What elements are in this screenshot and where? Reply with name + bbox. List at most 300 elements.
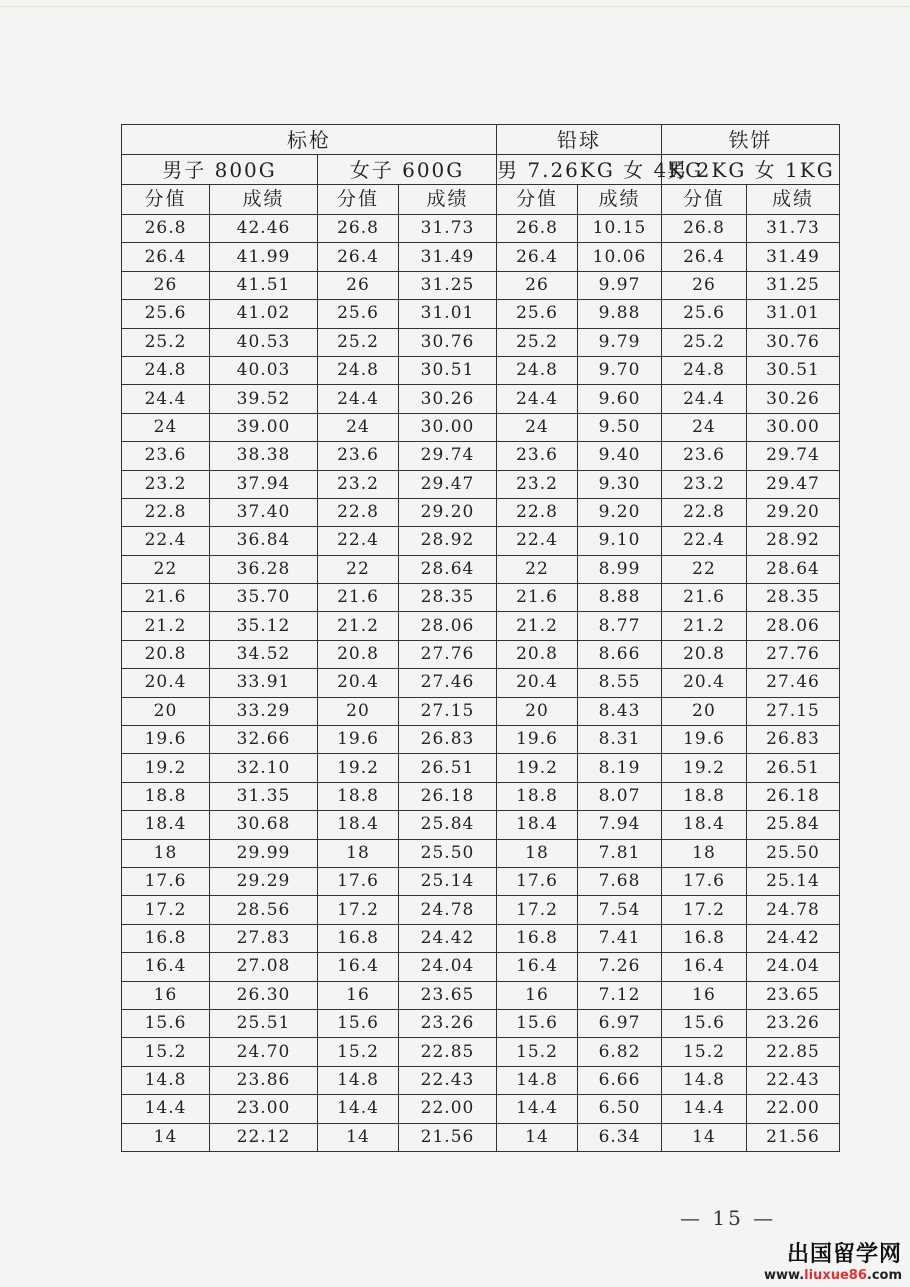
cell-javelin-women-score: 17.2 bbox=[318, 896, 399, 924]
cell-discus-score: 23.6 bbox=[662, 442, 747, 470]
cell-javelin-women-result: 26.83 bbox=[399, 726, 497, 754]
table-row bbox=[122, 470, 840, 498]
cell-javelin-women-score: 26.8 bbox=[318, 215, 399, 243]
cell-shot-put-score: 14.8 bbox=[497, 1066, 578, 1094]
cell-shot-put-score: 15.6 bbox=[497, 1009, 578, 1037]
cell-shot-put-result: 8.88 bbox=[578, 584, 662, 612]
cell-shot-put-result: 9.70 bbox=[578, 356, 662, 384]
cell-javelin-women-score: 23.2 bbox=[318, 470, 399, 498]
cell-javelin-men-result: 23.00 bbox=[210, 1095, 318, 1123]
cell-shot-put-score: 22 bbox=[497, 555, 578, 583]
cell-javelin-women-score: 20.8 bbox=[318, 640, 399, 668]
table-row bbox=[122, 356, 840, 384]
cell-discus-result: 25.14 bbox=[747, 867, 840, 895]
cell-discus-score: 17.6 bbox=[662, 867, 747, 895]
cell-discus-result: 29.74 bbox=[747, 442, 840, 470]
column-score: 分值 bbox=[318, 185, 399, 215]
cell-shot-put-result: 6.82 bbox=[578, 1038, 662, 1066]
cell-javelin-men-score: 15.6 bbox=[122, 1009, 210, 1037]
cell-discus-result: 26.51 bbox=[747, 754, 840, 782]
cell-shot-put-result: 6.97 bbox=[578, 1009, 662, 1037]
cell-javelin-men-result: 28.56 bbox=[210, 896, 318, 924]
cell-javelin-women-score: 18.4 bbox=[318, 811, 399, 839]
cell-discus-result: 31.25 bbox=[747, 271, 840, 299]
cell-discus-result: 21.56 bbox=[747, 1123, 840, 1151]
cell-shot-put-result: 9.20 bbox=[578, 498, 662, 526]
cell-javelin-men-score: 15.2 bbox=[122, 1038, 210, 1066]
cell-discus-score: 20.4 bbox=[662, 669, 747, 697]
column-result: 成绩 bbox=[399, 185, 497, 215]
cell-discus-result: 24.78 bbox=[747, 896, 840, 924]
cell-discus-score: 26.4 bbox=[662, 243, 747, 271]
cell-shot-put-score: 21.6 bbox=[497, 584, 578, 612]
cell-discus-score: 16 bbox=[662, 981, 747, 1009]
score-table bbox=[121, 124, 840, 1152]
cell-javelin-women-score: 19.2 bbox=[318, 754, 399, 782]
cell-shot-put-result: 8.55 bbox=[578, 669, 662, 697]
cell-javelin-women-result: 31.25 bbox=[399, 271, 497, 299]
cell-javelin-women-score: 24.8 bbox=[318, 356, 399, 384]
cell-discus-result: 30.26 bbox=[747, 385, 840, 413]
table-row bbox=[122, 896, 840, 924]
cell-shot-put-score: 19.2 bbox=[497, 754, 578, 782]
cell-shot-put-result: 7.54 bbox=[578, 896, 662, 924]
cell-discus-score: 23.2 bbox=[662, 470, 747, 498]
cell-shot-put-result: 9.97 bbox=[578, 271, 662, 299]
cell-discus-score: 14 bbox=[662, 1123, 747, 1151]
cell-discus-score: 15.2 bbox=[662, 1038, 747, 1066]
cell-discus-result: 23.26 bbox=[747, 1009, 840, 1037]
cell-discus-score: 24.4 bbox=[662, 385, 747, 413]
cell-shot-put-score: 21.2 bbox=[497, 612, 578, 640]
cell-javelin-men-score: 22.4 bbox=[122, 527, 210, 555]
watermark-url bbox=[764, 1268, 902, 1283]
cell-javelin-men-score: 14 bbox=[122, 1123, 210, 1151]
cell-javelin-women-score: 26 bbox=[318, 271, 399, 299]
cell-discus-score: 26 bbox=[662, 271, 747, 299]
cell-javelin-men-score: 18.8 bbox=[122, 782, 210, 810]
cell-javelin-men-result: 36.28 bbox=[210, 555, 318, 583]
cell-discus-score: 22.4 bbox=[662, 527, 747, 555]
table-body bbox=[122, 215, 840, 1152]
cell-shot-put-result: 8.77 bbox=[578, 612, 662, 640]
cell-javelin-women-result: 26.18 bbox=[399, 782, 497, 810]
table-row bbox=[122, 640, 840, 668]
cell-javelin-men-score: 16.4 bbox=[122, 953, 210, 981]
cell-javelin-men-result: 38.38 bbox=[210, 442, 318, 470]
column-result: 成绩 bbox=[747, 185, 840, 215]
cell-javelin-women-result: 25.84 bbox=[399, 811, 497, 839]
cell-discus-result: 25.50 bbox=[747, 839, 840, 867]
cell-javelin-men-result: 23.86 bbox=[210, 1066, 318, 1094]
table-row bbox=[122, 1095, 840, 1123]
column-score: 分值 bbox=[662, 185, 747, 215]
table-row bbox=[122, 782, 840, 810]
table-row bbox=[122, 811, 840, 839]
event-row bbox=[122, 125, 840, 155]
cell-shot-put-score: 14.4 bbox=[497, 1095, 578, 1123]
cell-javelin-men-result: 24.70 bbox=[210, 1038, 318, 1066]
cell-discus-score: 14.4 bbox=[662, 1095, 747, 1123]
cell-javelin-men-score: 23.2 bbox=[122, 470, 210, 498]
cell-shot-put-score: 24 bbox=[497, 413, 578, 441]
cell-shot-put-result: 8.31 bbox=[578, 726, 662, 754]
cell-javelin-men-result: 31.35 bbox=[210, 782, 318, 810]
cell-shot-put-score: 25.6 bbox=[497, 300, 578, 328]
cell-shot-put-result: 6.34 bbox=[578, 1123, 662, 1151]
cell-discus-score: 25.6 bbox=[662, 300, 747, 328]
cell-javelin-women-result: 27.15 bbox=[399, 697, 497, 725]
table-row bbox=[122, 385, 840, 413]
cell-discus-result: 27.15 bbox=[747, 697, 840, 725]
cell-discus-result: 31.73 bbox=[747, 215, 840, 243]
cell-discus-score: 18.4 bbox=[662, 811, 747, 839]
cell-discus-result: 28.64 bbox=[747, 555, 840, 583]
cell-javelin-men-result: 40.53 bbox=[210, 328, 318, 356]
cell-javelin-men-result: 29.29 bbox=[210, 867, 318, 895]
table-row bbox=[122, 924, 840, 952]
cell-javelin-men-result: 25.51 bbox=[210, 1009, 318, 1037]
table-row bbox=[122, 498, 840, 526]
cell-javelin-women-score: 15.6 bbox=[318, 1009, 399, 1037]
table-row bbox=[122, 981, 840, 1009]
cell-discus-score: 25.2 bbox=[662, 328, 747, 356]
cell-javelin-women-score: 17.6 bbox=[318, 867, 399, 895]
cell-javelin-women-result: 28.92 bbox=[399, 527, 497, 555]
cell-shot-put-result: 7.68 bbox=[578, 867, 662, 895]
cell-javelin-men-result: 41.99 bbox=[210, 243, 318, 271]
event-discus: 铁饼 bbox=[662, 125, 840, 155]
watermark-url-prefix: www. bbox=[764, 1268, 805, 1283]
cell-javelin-men-result: 33.29 bbox=[210, 697, 318, 725]
cell-javelin-men-score: 14.4 bbox=[122, 1095, 210, 1123]
cell-javelin-women-result: 30.00 bbox=[399, 413, 497, 441]
cell-shot-put-score: 18 bbox=[497, 839, 578, 867]
cell-shot-put-result: 9.88 bbox=[578, 300, 662, 328]
cell-javelin-men-result: 34.52 bbox=[210, 640, 318, 668]
cell-javelin-women-result: 29.47 bbox=[399, 470, 497, 498]
cell-javelin-men-score: 19.2 bbox=[122, 754, 210, 782]
cell-javelin-women-result: 28.64 bbox=[399, 555, 497, 583]
cell-javelin-women-result: 23.26 bbox=[399, 1009, 497, 1037]
cell-discus-result: 28.06 bbox=[747, 612, 840, 640]
watermark-title: 出国留学网 bbox=[786, 1242, 902, 1267]
table-row bbox=[122, 413, 840, 441]
cell-javelin-men-score: 19.6 bbox=[122, 726, 210, 754]
cell-shot-put-score: 23.6 bbox=[497, 442, 578, 470]
cell-javelin-women-result: 26.51 bbox=[399, 754, 497, 782]
cell-shot-put-result: 9.60 bbox=[578, 385, 662, 413]
cell-javelin-men-result: 32.66 bbox=[210, 726, 318, 754]
cell-javelin-men-result: 36.84 bbox=[210, 527, 318, 555]
table-row bbox=[122, 754, 840, 782]
cell-javelin-women-result: 22.43 bbox=[399, 1066, 497, 1094]
cell-shot-put-result: 8.07 bbox=[578, 782, 662, 810]
cell-javelin-women-score: 20 bbox=[318, 697, 399, 725]
group-discus: 男 2KG 女 1KG bbox=[662, 155, 840, 185]
cell-discus-result: 30.51 bbox=[747, 356, 840, 384]
cell-javelin-women-result: 25.50 bbox=[399, 839, 497, 867]
cell-shot-put-result: 9.40 bbox=[578, 442, 662, 470]
cell-shot-put-score: 26 bbox=[497, 271, 578, 299]
cell-javelin-women-result: 28.06 bbox=[399, 612, 497, 640]
cell-javelin-men-result: 39.52 bbox=[210, 385, 318, 413]
cell-shot-put-result: 8.43 bbox=[578, 697, 662, 725]
table-row bbox=[122, 215, 840, 243]
cell-javelin-women-score: 22 bbox=[318, 555, 399, 583]
cell-shot-put-result: 7.41 bbox=[578, 924, 662, 952]
cell-shot-put-score: 17.2 bbox=[497, 896, 578, 924]
group-shot-put: 男 7.26KG 女 4KG bbox=[497, 155, 662, 185]
cell-javelin-men-result: 29.99 bbox=[210, 839, 318, 867]
cell-shot-put-score: 24.8 bbox=[497, 356, 578, 384]
cell-discus-result: 24.42 bbox=[747, 924, 840, 952]
cell-javelin-women-result: 28.35 bbox=[399, 584, 497, 612]
cell-javelin-men-result: 30.68 bbox=[210, 811, 318, 839]
cell-discus-result: 28.35 bbox=[747, 584, 840, 612]
cell-javelin-men-score: 24.4 bbox=[122, 385, 210, 413]
cell-javelin-men-result: 39.00 bbox=[210, 413, 318, 441]
cell-javelin-men-result: 27.08 bbox=[210, 953, 318, 981]
cell-discus-result: 22.43 bbox=[747, 1066, 840, 1094]
table-row bbox=[122, 953, 840, 981]
cell-discus-result: 27.76 bbox=[747, 640, 840, 668]
cell-shot-put-result: 9.10 bbox=[578, 527, 662, 555]
cell-javelin-men-score: 17.2 bbox=[122, 896, 210, 924]
cell-shot-put-result: 10.06 bbox=[578, 243, 662, 271]
cell-shot-put-result: 6.50 bbox=[578, 1095, 662, 1123]
cell-javelin-men-result: 37.40 bbox=[210, 498, 318, 526]
cell-discus-result: 25.84 bbox=[747, 811, 840, 839]
cell-javelin-men-result: 41.51 bbox=[210, 271, 318, 299]
cell-discus-result: 27.46 bbox=[747, 669, 840, 697]
cell-javelin-women-score: 21.6 bbox=[318, 584, 399, 612]
table-row bbox=[122, 697, 840, 725]
cell-shot-put-result: 8.66 bbox=[578, 640, 662, 668]
cell-shot-put-score: 22.8 bbox=[497, 498, 578, 526]
cell-javelin-women-score: 22.4 bbox=[318, 527, 399, 555]
cell-javelin-women-result: 25.14 bbox=[399, 867, 497, 895]
cell-javelin-men-score: 26 bbox=[122, 271, 210, 299]
table-row bbox=[122, 243, 840, 271]
cell-javelin-women-score: 14.8 bbox=[318, 1066, 399, 1094]
cell-discus-score: 26.8 bbox=[662, 215, 747, 243]
cell-javelin-women-result: 24.04 bbox=[399, 953, 497, 981]
cell-shot-put-result: 9.50 bbox=[578, 413, 662, 441]
cell-javelin-women-score: 19.6 bbox=[318, 726, 399, 754]
cell-javelin-men-result: 33.91 bbox=[210, 669, 318, 697]
cell-javelin-men-result: 40.03 bbox=[210, 356, 318, 384]
cell-discus-score: 22 bbox=[662, 555, 747, 583]
cell-discus-result: 31.01 bbox=[747, 300, 840, 328]
cell-javelin-women-score: 20.4 bbox=[318, 669, 399, 697]
cell-javelin-men-score: 22.8 bbox=[122, 498, 210, 526]
cell-shot-put-score: 15.2 bbox=[497, 1038, 578, 1066]
cell-javelin-men-result: 42.46 bbox=[210, 215, 318, 243]
table-row bbox=[122, 584, 840, 612]
cell-discus-score: 16.8 bbox=[662, 924, 747, 952]
cell-javelin-men-result: 22.12 bbox=[210, 1123, 318, 1151]
cell-javelin-women-score: 18.8 bbox=[318, 782, 399, 810]
cell-javelin-men-result: 35.12 bbox=[210, 612, 318, 640]
cell-javelin-men-result: 26.30 bbox=[210, 981, 318, 1009]
cell-discus-score: 18 bbox=[662, 839, 747, 867]
cell-javelin-women-score: 25.6 bbox=[318, 300, 399, 328]
column-score: 分值 bbox=[122, 185, 210, 215]
cell-shot-put-score: 26.8 bbox=[497, 215, 578, 243]
cell-javelin-men-score: 25.2 bbox=[122, 328, 210, 356]
cell-shot-put-result: 9.79 bbox=[578, 328, 662, 356]
watermark-url-suffix: .com bbox=[866, 1268, 902, 1283]
cell-shot-put-score: 25.2 bbox=[497, 328, 578, 356]
cell-javelin-women-result: 30.26 bbox=[399, 385, 497, 413]
table-row bbox=[122, 442, 840, 470]
cell-javelin-men-score: 18 bbox=[122, 839, 210, 867]
cell-discus-result: 30.00 bbox=[747, 413, 840, 441]
table-row bbox=[122, 328, 840, 356]
column-result: 成绩 bbox=[210, 185, 318, 215]
cell-discus-score: 21.6 bbox=[662, 584, 747, 612]
cell-javelin-women-result: 24.42 bbox=[399, 924, 497, 952]
column-score: 分值 bbox=[497, 185, 578, 215]
cell-shot-put-result: 10.15 bbox=[578, 215, 662, 243]
cell-javelin-men-score: 24 bbox=[122, 413, 210, 441]
cell-shot-put-score: 24.4 bbox=[497, 385, 578, 413]
cell-javelin-men-result: 35.70 bbox=[210, 584, 318, 612]
cell-discus-score: 20 bbox=[662, 697, 747, 725]
cell-discus-result: 26.83 bbox=[747, 726, 840, 754]
group-row bbox=[122, 155, 840, 185]
cell-shot-put-score: 18.8 bbox=[497, 782, 578, 810]
cell-javelin-women-result: 22.85 bbox=[399, 1038, 497, 1066]
cell-javelin-women-result: 29.20 bbox=[399, 498, 497, 526]
cell-javelin-men-score: 23.6 bbox=[122, 442, 210, 470]
cell-shot-put-result: 7.12 bbox=[578, 981, 662, 1009]
cell-javelin-women-result: 29.74 bbox=[399, 442, 497, 470]
cell-javelin-women-score: 14.4 bbox=[318, 1095, 399, 1123]
cell-javelin-women-result: 31.01 bbox=[399, 300, 497, 328]
cell-javelin-women-score: 18 bbox=[318, 839, 399, 867]
cell-javelin-men-score: 26.8 bbox=[122, 215, 210, 243]
table-row bbox=[122, 612, 840, 640]
cell-javelin-women-result: 30.51 bbox=[399, 356, 497, 384]
cell-javelin-women-score: 21.2 bbox=[318, 612, 399, 640]
cell-javelin-women-score: 25.2 bbox=[318, 328, 399, 356]
cell-shot-put-result: 6.66 bbox=[578, 1066, 662, 1094]
cell-javelin-women-result: 24.78 bbox=[399, 896, 497, 924]
cell-discus-result: 31.49 bbox=[747, 243, 840, 271]
cell-javelin-men-score: 14.8 bbox=[122, 1066, 210, 1094]
cell-javelin-women-score: 24.4 bbox=[318, 385, 399, 413]
cell-shot-put-score: 18.4 bbox=[497, 811, 578, 839]
table-row bbox=[122, 669, 840, 697]
cell-javelin-women-result: 31.49 bbox=[399, 243, 497, 271]
cell-discus-result: 28.92 bbox=[747, 527, 840, 555]
cell-shot-put-score: 20.8 bbox=[497, 640, 578, 668]
cell-javelin-men-score: 16 bbox=[122, 981, 210, 1009]
cell-discus-score: 16.4 bbox=[662, 953, 747, 981]
cell-javelin-men-result: 32.10 bbox=[210, 754, 318, 782]
cell-discus-score: 19.6 bbox=[662, 726, 747, 754]
cell-shot-put-score: 20.4 bbox=[497, 669, 578, 697]
cell-discus-score: 14.8 bbox=[662, 1066, 747, 1094]
cell-javelin-men-result: 27.83 bbox=[210, 924, 318, 952]
cell-discus-score: 15.6 bbox=[662, 1009, 747, 1037]
watermark-logo bbox=[764, 1237, 902, 1283]
cell-javelin-women-score: 22.8 bbox=[318, 498, 399, 526]
table-header bbox=[122, 125, 840, 215]
cell-discus-score: 20.8 bbox=[662, 640, 747, 668]
cell-javelin-women-score: 14 bbox=[318, 1123, 399, 1151]
cell-shot-put-result: 7.81 bbox=[578, 839, 662, 867]
event-javelin: 标枪 bbox=[122, 125, 497, 155]
event-shot-put: 铅球 bbox=[497, 125, 662, 155]
table-row bbox=[122, 726, 840, 754]
top-rule bbox=[0, 6, 910, 7]
table-row bbox=[122, 527, 840, 555]
cell-shot-put-score: 19.6 bbox=[497, 726, 578, 754]
cell-javelin-women-result: 23.65 bbox=[399, 981, 497, 1009]
column-header-row bbox=[122, 185, 840, 215]
cell-javelin-men-score: 17.6 bbox=[122, 867, 210, 895]
cell-discus-result: 30.76 bbox=[747, 328, 840, 356]
cell-javelin-men-result: 41.02 bbox=[210, 300, 318, 328]
cell-discus-result: 29.47 bbox=[747, 470, 840, 498]
cell-javelin-men-score: 22 bbox=[122, 555, 210, 583]
page-number: — 15 — bbox=[680, 1206, 777, 1230]
table-row bbox=[122, 867, 840, 895]
cell-discus-result: 24.04 bbox=[747, 953, 840, 981]
cell-shot-put-score: 16.8 bbox=[497, 924, 578, 952]
table-row bbox=[122, 1123, 840, 1151]
cell-discus-score: 18.8 bbox=[662, 782, 747, 810]
cell-discus-result: 26.18 bbox=[747, 782, 840, 810]
column-result: 成绩 bbox=[578, 185, 662, 215]
cell-shot-put-result: 8.19 bbox=[578, 754, 662, 782]
cell-javelin-men-result: 37.94 bbox=[210, 470, 318, 498]
table-row bbox=[122, 271, 840, 299]
cell-javelin-men-score: 26.4 bbox=[122, 243, 210, 271]
cell-discus-score: 24 bbox=[662, 413, 747, 441]
cell-javelin-men-score: 20.8 bbox=[122, 640, 210, 668]
cell-javelin-women-score: 16.8 bbox=[318, 924, 399, 952]
cell-javelin-women-result: 21.56 bbox=[399, 1123, 497, 1151]
cell-javelin-men-score: 18.4 bbox=[122, 811, 210, 839]
cell-discus-result: 22.85 bbox=[747, 1038, 840, 1066]
table-row bbox=[122, 555, 840, 583]
cell-javelin-women-result: 22.00 bbox=[399, 1095, 497, 1123]
table-row bbox=[122, 300, 840, 328]
cell-javelin-women-result: 27.76 bbox=[399, 640, 497, 668]
cell-shot-put-score: 17.6 bbox=[497, 867, 578, 895]
cell-shot-put-score: 20 bbox=[497, 697, 578, 725]
cell-javelin-men-score: 21.2 bbox=[122, 612, 210, 640]
table-row bbox=[122, 1009, 840, 1037]
cell-shot-put-result: 7.94 bbox=[578, 811, 662, 839]
cell-javelin-men-score: 20.4 bbox=[122, 669, 210, 697]
table-row bbox=[122, 839, 840, 867]
cell-discus-result: 29.20 bbox=[747, 498, 840, 526]
cell-shot-put-score: 16.4 bbox=[497, 953, 578, 981]
cell-shot-put-score: 16 bbox=[497, 981, 578, 1009]
cell-javelin-women-score: 15.2 bbox=[318, 1038, 399, 1066]
cell-javelin-women-score: 16.4 bbox=[318, 953, 399, 981]
cell-javelin-women-score: 23.6 bbox=[318, 442, 399, 470]
cell-shot-put-score: 26.4 bbox=[497, 243, 578, 271]
cell-discus-score: 24.8 bbox=[662, 356, 747, 384]
cell-shot-put-score: 22.4 bbox=[497, 527, 578, 555]
watermark-url-highlight: liuxue86 bbox=[804, 1268, 867, 1283]
